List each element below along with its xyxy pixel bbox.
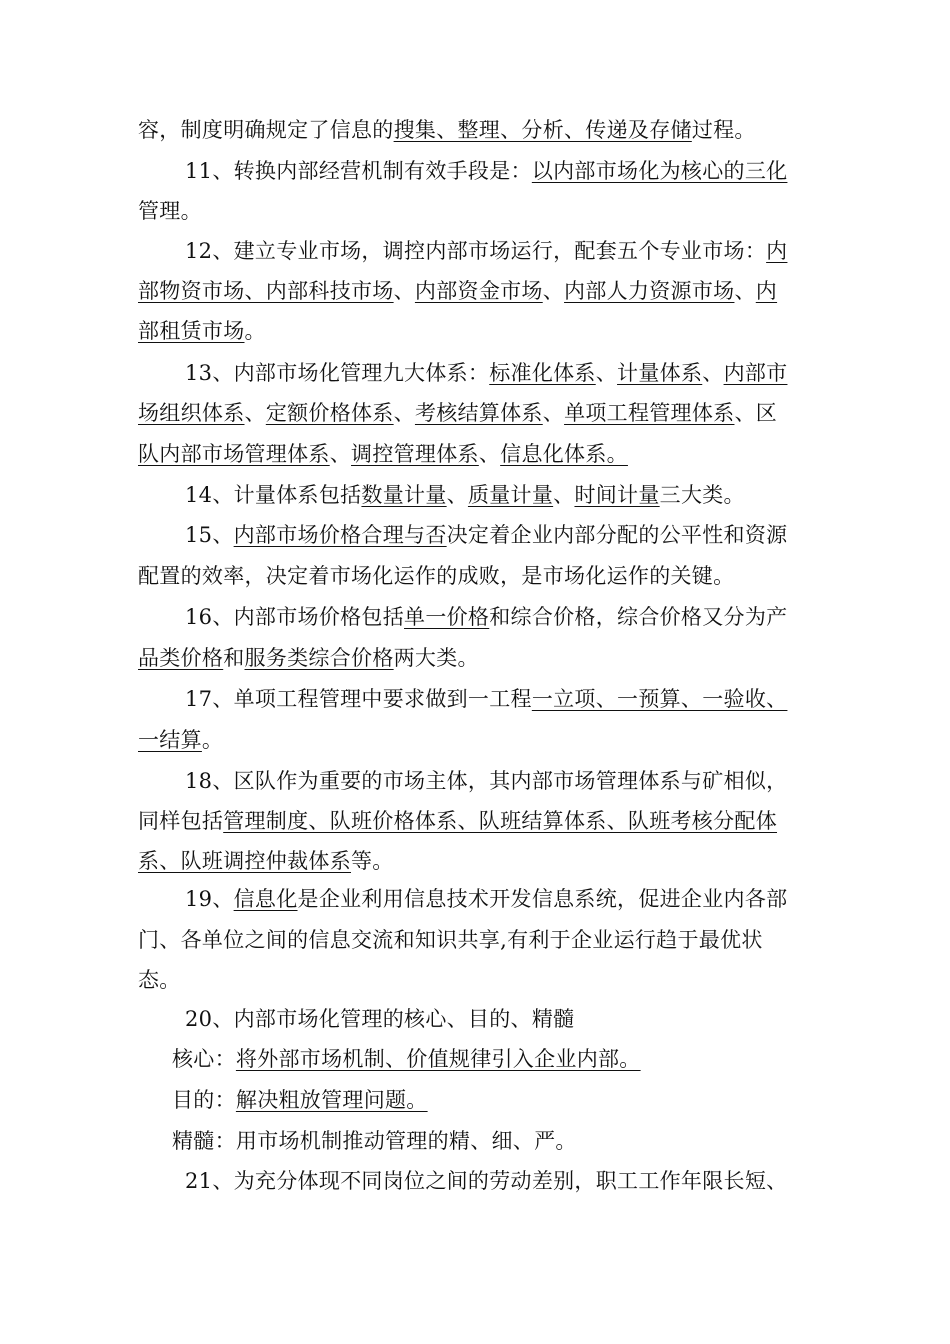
text-line-17 [185,767,787,795]
underlined-text-segment: 定额价格体系 [265,401,394,425]
text-line-23 [185,1005,574,1033]
text-segment: 等。 [351,849,394,873]
underlined-text-segment: 将外部市场机制、价值规律引入企业内部。 [235,1047,641,1071]
underlined-text-segment: 一立项、一预算、一验收、 [531,687,788,711]
text-segment: 精髓：用市场机制推动管理的精、细、严。 [172,1129,577,1153]
underlined-text-segment: 内部市场价格合理与否 [233,523,447,547]
text-segment: 。 [201,728,224,752]
text-segment: 15、 [185,523,234,547]
text-segment: 容，制度明确规定了信息的 [138,118,394,142]
text-line-20 [185,885,787,913]
text-segment: 、区 [734,401,778,425]
underlined-text-segment: 数量计量 [361,483,447,507]
text-line-1 [138,116,756,144]
underlined-text-segment: 质量计量 [467,483,554,507]
text-line-26 [172,1127,577,1155]
underlined-text-segment: 时间计量 [574,483,660,507]
text-segment: 17、单项工程管理中要求做到一工程 [185,687,532,711]
text-line-5 [138,277,777,305]
text-line-13 [185,603,787,631]
text-line-22 [138,966,181,994]
text-segment: 目的： [172,1088,236,1112]
text-line-16 [138,726,223,754]
text-segment: 、 [393,401,415,425]
text-line-24 [172,1045,641,1073]
underlined-text-segment: 部物资市场、内部科技市场 [138,279,394,303]
underlined-text-segment: 队内部市场管理体系 [138,442,330,466]
underlined-text-segment: 管理制度、队班价格体系、队班结算体系、队班考核分配体 [223,809,778,833]
text-segment: 同样包括 [138,809,224,833]
text-line-2 [185,157,787,185]
underlined-text-segment: 内 [766,239,788,263]
text-segment: 、 [542,401,565,425]
text-segment: 、 [393,279,415,303]
underlined-text-segment: 场组织体系 [138,401,245,425]
text-segment: 决定着企业内部分配的公平性和资源 [446,523,788,547]
underlined-text-segment: 内部人力资源市场 [564,279,735,303]
text-segment: 、 [478,442,501,466]
underlined-text-segment: 服务类综合价格 [244,646,394,670]
underlined-text-segment: 考核结算体系 [414,401,543,425]
text-segment: 、 [329,442,352,466]
text-line-27 [185,1167,787,1195]
underlined-text-segment: 计量体系 [617,361,703,385]
text-segment: 16、内部市场价格包括 [185,605,405,629]
text-segment: 和综合价格，综合价格又分为产 [489,605,788,629]
underlined-text-segment: 内 [755,279,778,303]
text-segment: 核心： [172,1047,236,1071]
text-segment: 20、内部市场化管理的核心、目的、精髓 [185,1007,575,1031]
text-segment: 和 [223,646,245,670]
text-segment: 12、建立专业市场，调控内部市场运行，配套五个专业市场： [185,239,767,263]
text-segment: 14、计量体系包括 [185,483,362,507]
text-segment: 。 [244,319,266,343]
text-segment: 、 [542,279,565,303]
text-segment: 三大类。 [659,483,745,507]
text-line-19 [138,847,394,875]
text-segment: 两大类。 [393,646,479,670]
text-line-14 [138,644,479,672]
underlined-text-segment: 内部市 [723,361,788,385]
text-line-12 [138,562,734,590]
text-segment: 态。 [138,968,181,992]
underlined-text-segment: 系、队班调控仲裁体系 [138,849,351,873]
underlined-text-segment: 信息化体系。 [500,442,628,466]
text-segment: 、 [734,279,756,303]
text-line-15 [185,685,787,713]
underlined-text-segment: 搜集、整理、分析、传递及存储 [393,118,692,142]
text-line-6 [138,317,266,345]
text-segment: 、 [553,483,575,507]
text-segment: 、 [244,401,266,425]
text-line-9 [138,440,628,468]
underlined-text-segment: 内部资金市场 [414,279,543,303]
underlined-text-segment: 单项工程管理体系 [564,401,735,425]
text-line-4 [185,237,787,265]
underlined-text-segment: 品类价格 [138,646,224,670]
underlined-text-segment: 信息化 [233,887,298,911]
underlined-text-segment: 解决粗放管理问题。 [235,1088,428,1112]
text-line-3 [138,197,202,225]
text-line-10 [185,481,745,509]
text-line-21 [138,926,763,954]
underlined-text-segment: 调控管理体系 [351,442,479,466]
underlined-text-segment: 一结算 [138,728,202,752]
text-segment: 配置的效率，决定着市场化运作的成败，是市场化运作的关键。 [138,564,735,588]
text-segment: 是企业利用信息技术开发信息系统，促进企业内各部 [297,887,788,911]
underlined-text-segment: 单一价格 [404,605,490,629]
text-segment: 21、为充分体现不同岗位之间的劳动差别，职工工作年限长短、 [185,1169,788,1193]
text-segment: 、 [595,361,618,385]
text-line-18 [138,807,777,835]
text-segment: 管理。 [138,199,202,223]
text-segment: 19、 [185,887,234,911]
text-line-11 [185,521,787,549]
text-segment: 过程。 [691,118,756,142]
text-segment: 18、区队作为重要的市场主体，其内部市场管理体系与矿相似， [185,769,788,793]
underlined-text-segment: 部租赁市场 [138,319,245,343]
text-line-25 [172,1086,428,1114]
text-segment: 门、各单位之间的信息交流和知识共享,有利于企业运行趋于最优状 [138,928,763,952]
text-segment: 11、转换内部经营机制有效手段是： [185,159,532,183]
underlined-text-segment: 以内部市场化为核心的三化 [531,159,788,183]
text-segment: 、 [446,483,468,507]
text-line-8 [138,399,777,427]
underlined-text-segment: 标准化体系 [489,361,596,385]
text-segment: 13、内部市场化管理九大体系： [185,361,490,385]
text-line-7 [185,359,787,387]
text-segment: 、 [702,361,724,385]
